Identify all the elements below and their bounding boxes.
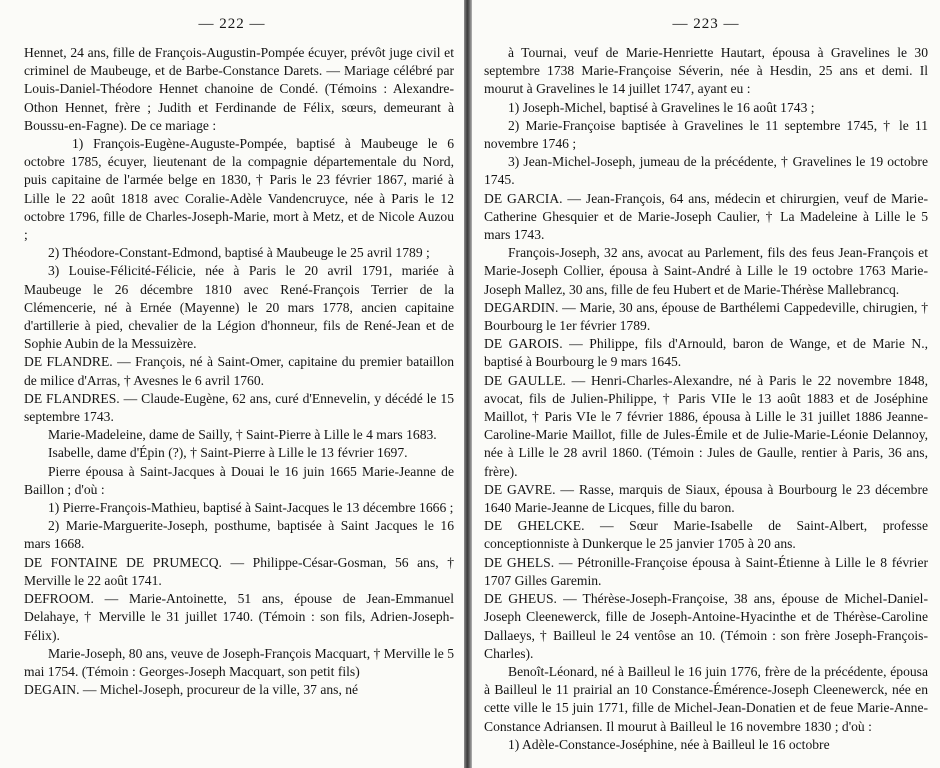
paragraph: Marie-Joseph, 80 ans, veuve de Joseph-François Macquart, † Merville le 5 mai 1754. (Témoin : Georges-Joseph Macquart, son petit fils): [24, 645, 454, 679]
book-gutter: [464, 0, 472, 768]
right-page: [472, 0, 940, 768]
paragraph: DE GAULLE. — Henri-Charles-Alexandre, né à Paris le 22 novembre 1848, avocat, fils de Julien-Philippe, † Paris VIIe le 13 août 1883 et de Joséphine Maillot, † Paris VIe le 7 février 1886, épousa à Lille le 31 juillet 1886 Jeanne-Caroline-Marie Maillot, fille de Jules-Émile et de Julie-Marie-Léonie Delannoy, née à Lille le 28 avril 1860. (Témoin : Jules de Gaulle, rentier à Paris, 36 ans, frère).: [484, 372, 928, 479]
paragraph: 1) Pierre-François-Mathieu, baptisé à Saint-Jacques le 13 décembre 1666 ;: [48, 500, 454, 516]
paragraph: 3) Jean-Michel-Joseph, jumeau de la précédente, † Gravelines le 19 octobre 1745.: [484, 154, 928, 188]
page-text: [24, 44, 454, 699]
paragraph: DE GARCIA. — Jean-François, 64 ans, médecin et chirurgien, veuf de Marie-Catherine Ghesquier et de Marie-Joseph Caulier, † La Madeleine à Lille le 5 mars 1743.: [484, 190, 928, 243]
paragraph: DE GAROIS. — Philippe, fils d'Arnould, baron de Wange, et de Marie N., baptisé à Bourbourg le 9 mars 1645.: [484, 336, 928, 370]
paragraph: DE GHELCKE. — Sœur Marie-Isabelle de Saint-Albert, professe conceptionniste à Dunkerque le 25 janvier 1705 à 20 ans.: [484, 518, 928, 552]
paragraph: François-Joseph, 32 ans, avocat au Parlement, fils des feus Jean-François et Marie-Joseph Collier, épousa à Saint-André à Lille le 19 octobre 1763 Marie-Joseph Mallez, 30 ans, fille de feu Hubert et de Marie-Thérèse Mallebrancq.: [484, 245, 928, 297]
paragraph: DE FLANDRES. — Claude-Eugène, 62 ans, curé d'Ennevelin, y décédé le 15 septembre 1743.: [24, 390, 454, 425]
paragraph: à Tournai, veuf de Marie-Henriette Hautart, épousa à Gravelines le 30 septembre 1738 Marie-Françoise Séverin, née à Hesdin, 25 ans et demi. Il mourut à Gravelines le 14 juillet 1747, ayant eu :: [484, 45, 928, 97]
paragraph: Marie-Madeleine, dame de Sailly, † Saint-Pierre à Lille le 4 mars 1683.: [48, 427, 437, 443]
paragraph: DE GHEUS. — Thérèse-Joseph-Françoise, 38 ans, épouse de Michel-Daniel-Joseph Cleenewerck, fille de Joseph-Antoine-Hyacinthe et de Thérèse-Caroline Dallaeys, † Bailleul le 24 ventôse an 10. (Témoin : son frère Joseph-François-Charles).: [484, 591, 928, 661]
paragraph: Pierre épousa à Saint-Jacques à Douai le 16 juin 1665 Marie-Jeanne de Baillon ; d'où :: [24, 463, 454, 497]
paragraph: DE FLANDRE. — François, né à Saint-Omer, capitaine du premier bataillon de milice d'Arras, † Avesnes le 6 avril 1760.: [24, 354, 454, 388]
paragraph: DE FONTAINE DE PRUMECQ. — Philippe-César-Gosman, 56 ans, † Merville le 22 août 1741.: [24, 554, 454, 588]
paragraph: DEGAIN. — Michel-Joseph, procureur de la ville, 37 ans, né: [24, 682, 359, 698]
paragraph: DE GHELS. — Pétronille-Françoise épousa à Saint-Étienne à Lille le 8 février 1707 Gilles Garemin.: [484, 554, 928, 588]
paragraph: Benoît-Léonard, né à Bailleul le 16 juin 1776, frère de la précédente, épousa à Bailleul le 11 prairial an 10 Constance-Émérence-Joseph Cleenewerck, née en cette ville le 15 juin 1771, fille de Michel-Jean-Donatien et de feue Marie-Anne-Constance Adriansen. Il mourut à Bailleul le 16 novembre 1830 ; d'où :: [484, 663, 928, 734]
paragraph: DEGARDIN. — Marie, 30 ans, épouse de Barthélemi Cappedeville, chirugien, † Bourbourg le 1er février 1789.: [484, 299, 928, 334]
paragraph: 3) Louise-Félicité-Félicie, née à Paris le 20 avril 1791, mariée à Maubeuge le 26 décembre 1810 avec René-François Terrier de la Clémencerie, né à Ernée (Mayenne) le 20 mars 1778, ancien capitaine d'artillerie à pied, chevalier de la Légion d'honneur, fils de René-Jean et de Sophie Aubin de la Messuizère.: [24, 263, 454, 352]
paragraph: 2) Marie-Marguerite-Joseph, posthume, baptisée à Saint Jacques le 16 mars 1668.: [24, 518, 454, 552]
left-page: [0, 0, 464, 768]
paragraph: DEFROOM. — Marie-Antoinette, 51 ans, épouse de Jean-Emmanuel Delahaye, † Merville le 31 juillet 1740. (Témoin : son fils, Adrien-Joseph-Félix).: [24, 591, 454, 643]
paragraph: 1) François-Eugène-Auguste-Pompée, baptisé à Maubeuge le 6 octobre 1785, écuyer, lieutenant de la compagnie départementale du Nord, puis capitaine de l'armée belge en 1830, † Paris le 23 février 1867, marié à Lille le 22 août 1818 avec Coralie-Adèle Vandencruyce, née à Paris le 12 octobre 1796, fille de Charles-Joseph-Marie, mort à Metz, et de Nicole Auzou ;: [24, 136, 454, 243]
page-number: — 223 —: [672, 16, 740, 32]
paragraph: Isabelle, dame d'Épin (?), † Saint-Pierre à Lille le 13 février 1697.: [48, 445, 408, 461]
paragraph: 2) Marie-Françoise baptisée à Gravelines le 11 septembre 1745, † le 11 novembre 1746 ;: [484, 117, 928, 152]
page-text: [484, 44, 928, 754]
paragraph: 1) Adèle-Constance-Joséphine, née à Bailleul le 16 octobre: [508, 736, 830, 752]
paragraph: DE GAVRE. — Rasse, marquis de Siaux, épousa à Bourbourg le 23 décembre 1640 Marie-Jeanne de Licques, fille du baron.: [484, 481, 928, 516]
paragraph: 2) Théodore-Constant-Edmond, baptisé à Maubeuge le 25 avril 1789 ;: [48, 245, 430, 261]
page-number: — 222 —: [198, 16, 266, 32]
paragraph: Hennet, 24 ans, fille de François-Augustin-Pompée écuyer, prévôt juge civil et criminel de Maubeuge, et de Barbe-Constance Darets. — Mariage célébré par Louis-Daniel-Théodore Hennet chanoine de Condé. (Témoins : Alexandre-Othon Hennet, frère ; Judith et Ferdinande de Félix, sœurs, demeurant à Boussu-en-Fagne). De ce mariage :: [24, 45, 454, 133]
paragraph: 1) Joseph-Michel, baptisé à Gravelines le 16 août 1743 ;: [508, 99, 815, 115]
